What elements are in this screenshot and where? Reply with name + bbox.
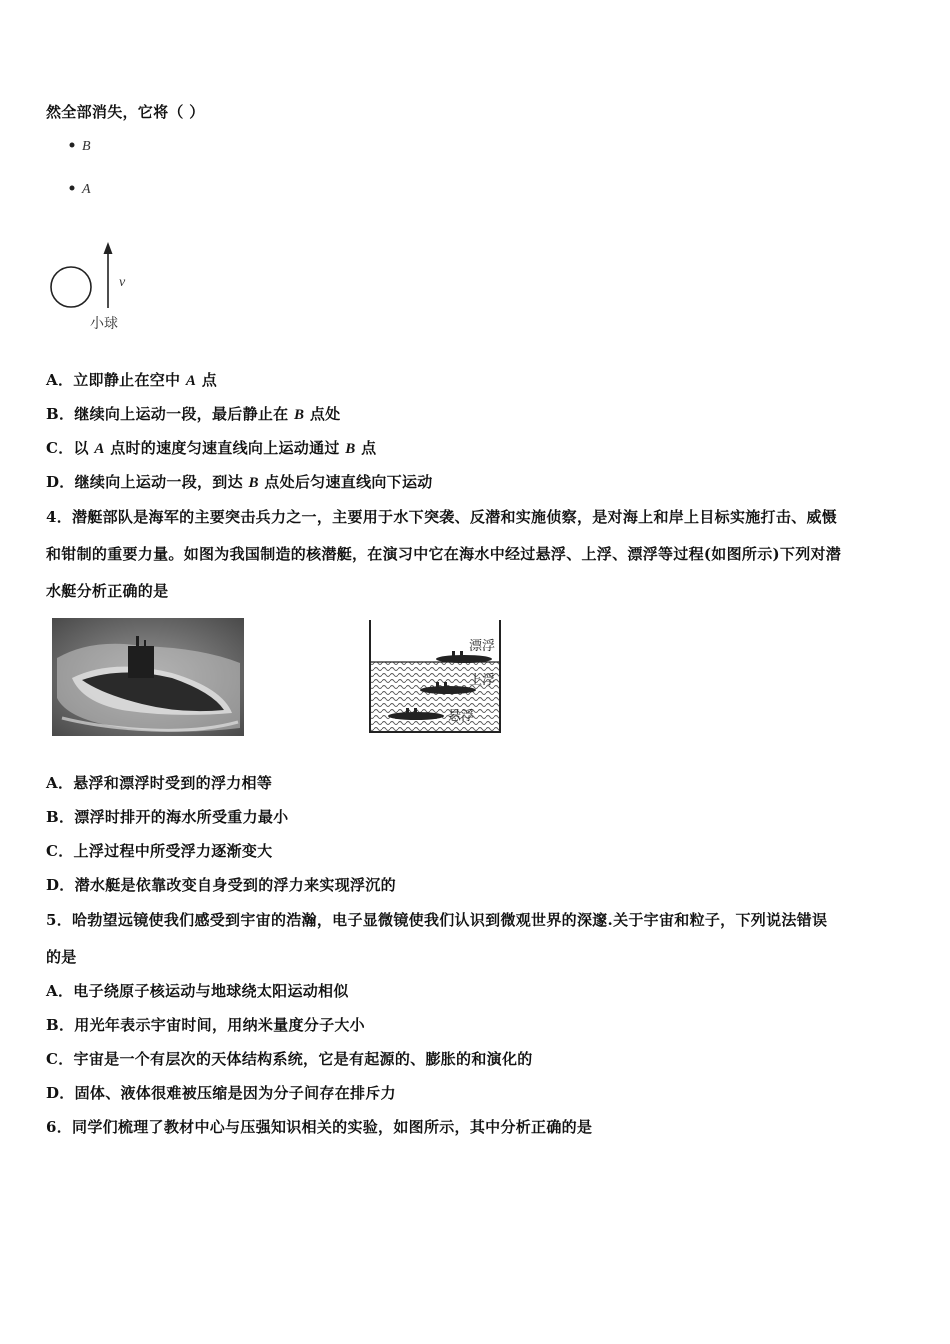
q3-figure (40, 130, 150, 340)
q3-option-a: A．立即静止在空中 A 点 (46, 371, 218, 389)
ball-label: 小球 (90, 316, 118, 332)
q4-option-b: B．漂浮时排开的海水所受重力最小 (46, 808, 289, 826)
q3-option-c: C．以 A 点时的速度匀速直线向上运动通过 B 点 (46, 439, 377, 457)
point-a-label: A (82, 182, 91, 197)
q4-stem-line-2: 和钳制的重要力量。如图为我国制造的核潜艇，在演习中它在海水中经过悬浮、上浮、漂浮等过程(如图所示)下列对潜 (46, 545, 842, 563)
q3-stem-tail: 然全部消失，它将（ ） (46, 103, 205, 121)
label-rise: 上浮 (469, 673, 496, 688)
point-b-label: B (82, 139, 91, 154)
point-b-dot (70, 143, 75, 148)
q4-stem-line-1: 4．潜艇部队是海军的主要突击兵力之一，主要用于水下突袭、反潜和实施侦察，是对海上和岸上目标实施打击、威慑 (46, 508, 838, 526)
q5-option-a: A．电子绕原子核运动与地球绕太阳运动相似 (46, 982, 349, 1000)
q6-stem: 6．同学们梳理了教材中心与压强知识相关的实验，如图所示，其中分析正确的是 (46, 1118, 593, 1136)
q3-option-b: B．继续向上运动一段，最后静止在 B 点处 (46, 405, 341, 423)
q5-option-c: C．宇宙是一个有层次的天体结构系统，它是有起源的、膨胀的和演化的 (46, 1050, 533, 1068)
q5-stem-line-2: 的是 (46, 948, 77, 966)
sub-rising (420, 686, 476, 694)
q4-option-a: A．悬浮和漂浮时受到的浮力相等 (46, 774, 273, 792)
q5-option-d: D．固体、液体很难被压缩是因为分子间存在排斥力 (46, 1084, 396, 1102)
velocity-label: v (119, 275, 126, 290)
q4-option-d: D．潜水艇是依靠改变自身受到的浮力来实现浮沉的 (46, 876, 396, 894)
sub-floating (436, 655, 492, 663)
submarine-photo (52, 618, 244, 736)
label-suspend: 悬浮 (448, 709, 475, 724)
q4-option-c: C．上浮过程中所受浮力逐渐变大 (46, 842, 273, 860)
q4-stem-line-3: 水艇分析正确的是 (46, 582, 169, 600)
q3-option-d: D．继续向上运动一段，到达 B 点处后匀速直线向下运动 (46, 473, 433, 491)
q5-option-b: B．用光年表示宇宙时间，用纳米量度分子大小 (46, 1016, 365, 1034)
point-a-dot (70, 186, 75, 191)
tank-diagram (366, 618, 506, 736)
submarine-sail (128, 646, 154, 678)
q5-stem-line-1: 5．哈勃望远镜使我们感受到宇宙的浩瀚，电子显微镜使我们认识到微观世界的深邃.关于宇宙和粒子，下列说法错误 (46, 911, 828, 929)
velocity-arrowhead (104, 242, 113, 254)
ball-circle (51, 267, 91, 307)
label-float: 漂浮 (469, 639, 496, 654)
